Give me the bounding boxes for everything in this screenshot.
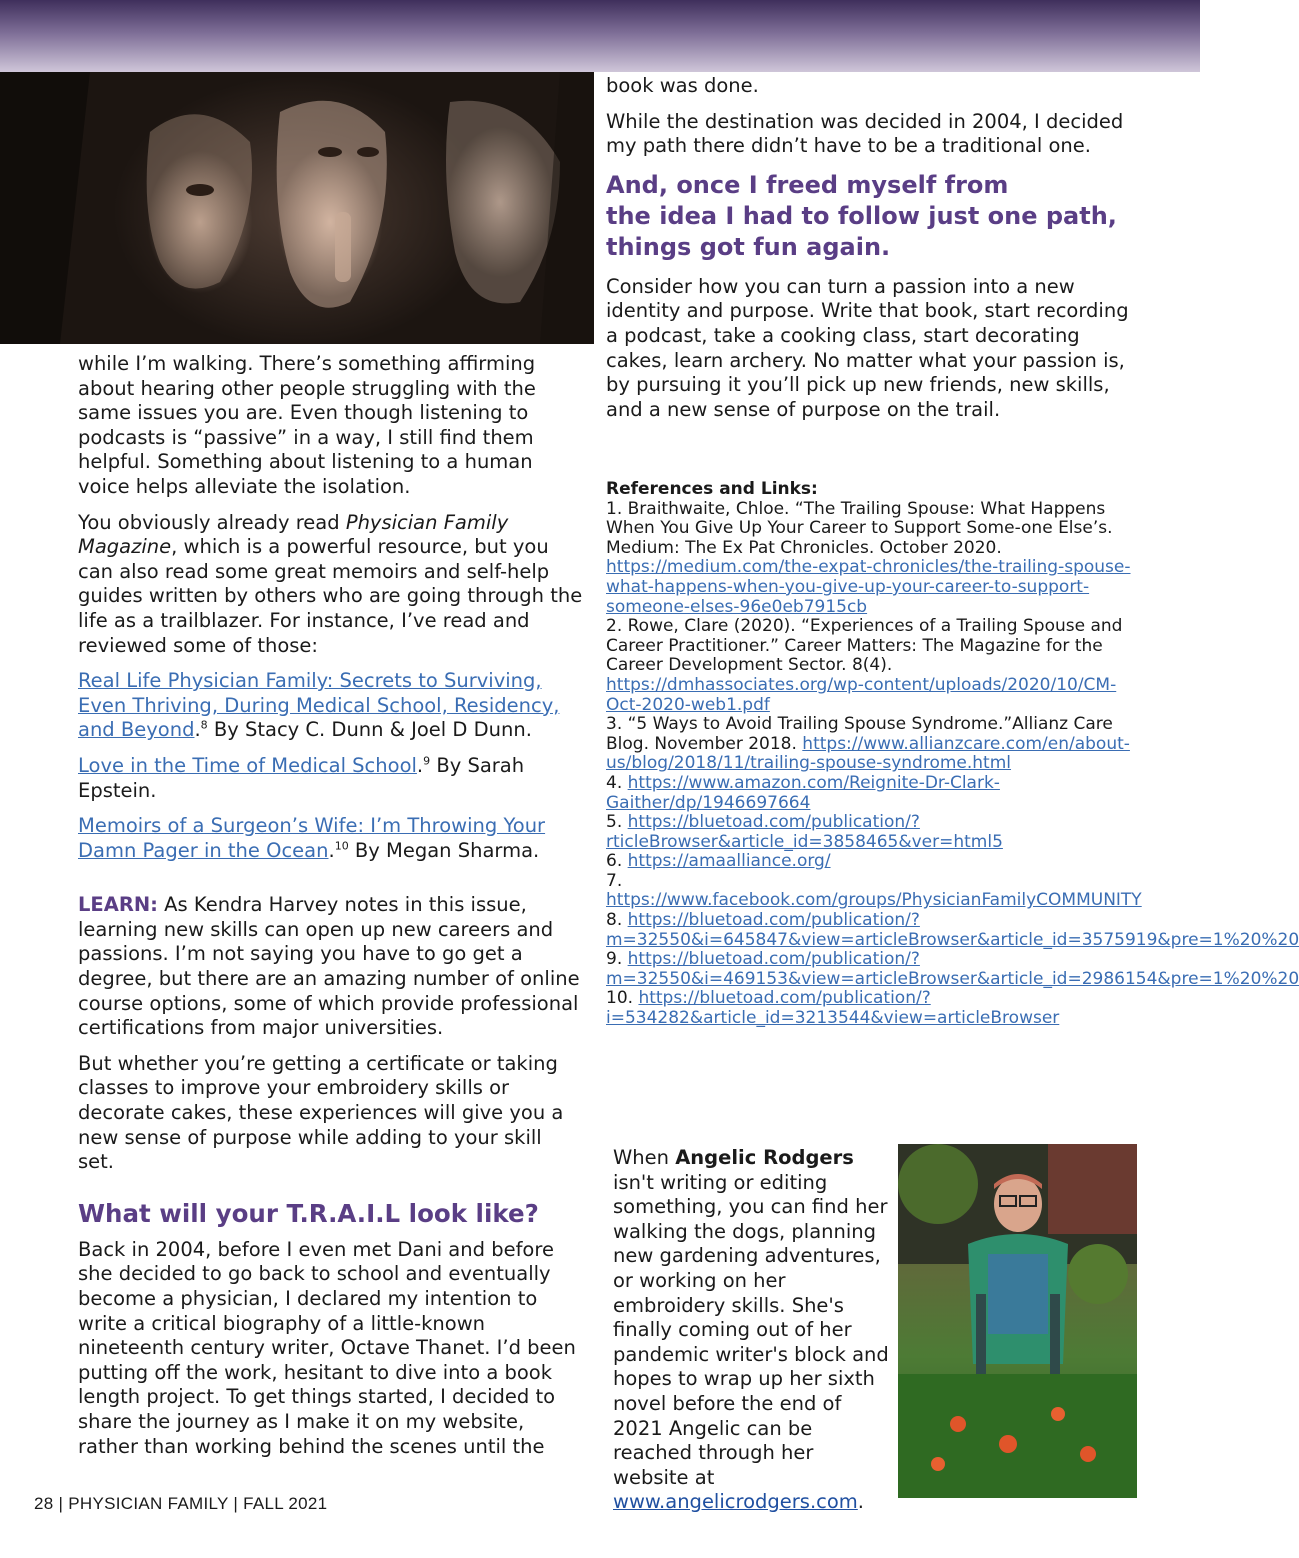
book-item-2: Love in the Time of Medical School.$^9$ By Sarah Epstein.	[78, 753, 525, 802]
reference-item	[606, 617, 1136, 715]
reference-link[interactable]: https://bluetoad.com/publication/?m=32550&i=469153&view=articleBrowser&article_id=2986154&pre=1%20%20	[606, 949, 1299, 989]
author-photo	[898, 1144, 1137, 1498]
paragraph-certificate: But whether you’re getting a certificate or taking classes to improve your embroidery skills or decorate cakes, these experiences will give you a new sense of purpose while adding to your skill set.	[78, 1051, 564, 1174]
book-author-1: By Stacy C. Dunn & Joel D Dunn.	[207, 718, 532, 742]
book-link-2[interactable]: Love in the Time of Medical School	[78, 753, 417, 777]
magazine-title: Physician Family Magazine	[78, 510, 509, 559]
header-band	[0, 0, 1200, 72]
reference-text: 1. Braithwaite, Chloe. “The Trailing Spouse: What Happens When You Give Up Your Career to Support Some-one Else’s. Medium: The Ex Pat Chronicles. October 2020.	[606, 498, 1113, 558]
reference-text: 6.	[606, 851, 628, 872]
bio-text: isn't writing or editing something, you can find her walking the dogs, planning new gardening adventures, or working on her embroidery skills. She's finally coming out of her pandemic writer's block and hopes to wrap up her sixth novel before the end of 2021 Angelic can be reached through her website at	[613, 1170, 889, 1489]
pull-quote-line: things got fun again.	[606, 232, 891, 261]
reference-link[interactable]: https://medium.com/the-expat-chronicles/the-trailing-spouse-what-happens-when-you-give-up-your-career-to-support-someone-elses-96e0eb7915cb	[606, 557, 1131, 617]
right-column	[606, 74, 1131, 433]
reference-link[interactable]: https://bluetoad.com/publication/?m=32550&i=645847&view=articleBrowser&article_id=3575919&pre=1%20%20	[606, 910, 1299, 950]
paragraph-learn	[78, 893, 583, 1041]
footnote-9: 9	[423, 754, 431, 768]
references-title: References and Links:	[606, 479, 818, 499]
reference-link[interactable]: https://bluetoad.com/publication/?i=534282&article_id=3213544&view=articleBrowser	[606, 988, 1060, 1029]
paragraph-book-done: book was done.	[606, 74, 759, 97]
reference-text: 5.	[606, 812, 628, 833]
reference-text: 2. Rowe, Clare (2020). “Experiences of a Trailing Spouse and Career Practitioner.” Career Matters: The Magazine for the Career Development Sector. 8(4).	[606, 616, 1123, 676]
reference-link[interactable]: https://amaalliance.org/	[627, 851, 831, 872]
reference-link[interactable]: https://www.facebook.com/groups/PhysicianFamilyCOMMUNITY	[606, 890, 1142, 911]
reference-item	[606, 813, 1136, 852]
reference-text: 10.	[606, 988, 639, 1009]
paragraph-destination: While the destination was decided in 2004, I decided my path there didn’t have to be a traditional one.	[606, 109, 1124, 158]
book-item-1: Real Life Physician Family: Secrets to Surviving, Even Thriving, During Medical School, Residency, and Beyond.$^8$ By Stacy C. Dunn & Joel D Dunn.	[78, 669, 560, 742]
pull-quote-line: And, once I freed myself from	[606, 170, 1009, 199]
reference-item	[606, 949, 1299, 989]
paragraph-walking: while I’m walking. There’s something affirming about hearing other people struggling with the same issues you are. Even though listening to podcasts is “passive” in a way, I still find them helpful. Something about listening to a human voice helps alleviate the isolation.	[78, 352, 536, 498]
reference-link[interactable]: https://www.allianzcare.com/en/about-us/blog/2018/11/trailing-spouse-syndrome.html	[606, 733, 1130, 774]
page-footer: 28 | PHYSICIAN FAMILY | FALL 2021	[34, 1494, 328, 1513]
paragraph-2004: Back in 2004, before I even met Dani and before she decided to go back to school and eventually become a physician, I declared my intention to write a critical biography of a little-known nineteenth century writer, Octave Thanet. I’d been putting off the work, hesitant to dive into a book length project. To get things started, I decided to share the journey as I make it on my website, rather than working behind the scenes until the	[78, 1237, 576, 1458]
left-column	[78, 352, 583, 1470]
hero-image	[0, 72, 594, 344]
footnote-10: 10	[334, 839, 349, 853]
bio-text: When	[613, 1146, 676, 1169]
pull-quote-line: the idea I had to follow just one path,	[606, 201, 1117, 230]
reference-item	[606, 852, 1136, 872]
paragraph-magazine	[78, 511, 583, 659]
reference-item	[606, 500, 1136, 618]
reference-link[interactable]: https://dmhassociates.org/wp-content/uploads/2020/10/CM-Oct-2020-web1.pdf	[606, 674, 1117, 715]
book-link-3[interactable]: Memoirs of a Surgeon’s Wife: I’m Throwing Your Damn Pager in the Ocean	[78, 814, 546, 862]
book-item-3: Memoirs of a Surgeon’s Wife: I’m Throwing Your Damn Pager in the Ocean.$^{10}$ By Megan Sharma.	[78, 814, 546, 862]
reference-text: 3. “5 Ways to Avoid Trailing Spouse Syndrome.”Allianz Care Blog. November 2018.	[606, 714, 1113, 754]
author-website-link[interactable]: www.angelicrodgers.com	[613, 1490, 858, 1514]
paragraph-consider: Consider how you can turn a passion into a new identity and purpose. Write that book, start recording a podcast, take a cooking class, start decorating cakes, learn archery. No matter what your passion is, by pursuing it you’ll pick up new friends, new skills, and a new sense of purpose on the trail.	[606, 274, 1129, 421]
author-bio	[613, 1146, 895, 1515]
book-author-3: By Megan Sharma.	[348, 838, 540, 862]
reference-item	[606, 910, 1299, 950]
bio-text: .	[857, 1490, 864, 1514]
learn-label: LEARN:	[78, 893, 158, 917]
book-link-1[interactable]: Real Life Physician Family: Secrets to Surviving, Even Thriving, During Medical School, Residency, and Beyond	[78, 669, 560, 742]
footnote-8: 8	[200, 718, 208, 732]
reference-text: 4.	[606, 772, 628, 793]
author-name: Angelic Rodgers	[675, 1146, 854, 1169]
references-section	[606, 479, 1299, 1029]
book-author-2: By Sarah Epstein.	[78, 753, 525, 802]
reference-item	[606, 774, 1136, 813]
text-span: , which is a powerful resource, but you can also read some great memoirs and self-help guides written by others who are going through the life as a trailblazer. For instance, I’ve read and reviewed some of those:	[78, 535, 583, 657]
reference-text: 7.	[606, 870, 623, 891]
reference-item	[606, 870, 1142, 911]
section-heading: What will your T.R.A.I.L look like?	[78, 1198, 539, 1228]
reference-item	[606, 989, 1136, 1028]
learn-text: As Kendra Harvey notes in this issue, learning new skills can open up new careers and passions. I’m not saying you have to go get a degree, but there are an amazing number of online course options, some of which provide professional certifications from major universities.	[78, 893, 580, 1040]
reference-link[interactable]: https://www.amazon.com/Reignite-Dr-Clark-Gaither/dp/1946697664	[606, 772, 1000, 813]
pull-quote	[606, 170, 1131, 263]
text-span: You obviously already read	[78, 510, 346, 534]
reference-text: 9.	[606, 949, 628, 970]
reference-text: 8.	[606, 910, 628, 931]
reference-link[interactable]: https://bluetoad.com/publication/?rticleBrowser&article_id=3858465&ver=html5	[606, 812, 1003, 852]
reference-item	[606, 715, 1136, 774]
